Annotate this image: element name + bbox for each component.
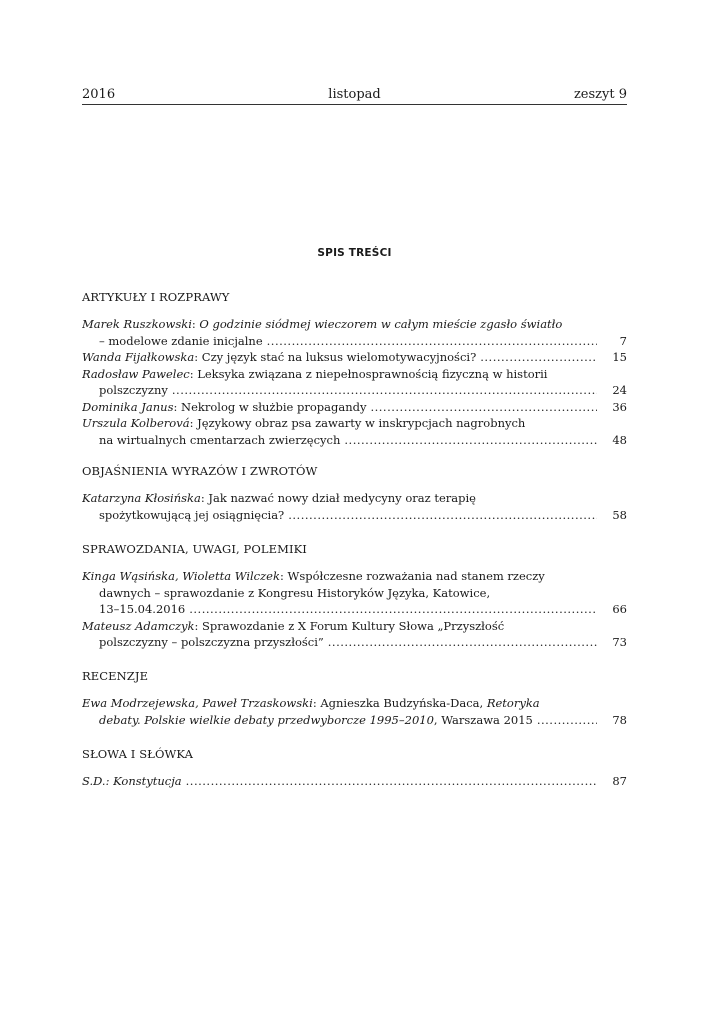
section-heading: SŁOWA I SŁÓWKA <box>82 747 194 761</box>
entry-text-italic: Wanda Fijałkowska <box>82 350 195 364</box>
entry-text <box>99 382 168 399</box>
toc-entry[interactable] <box>82 695 627 728</box>
toc-entry[interactable] <box>82 316 627 349</box>
header-year: 2016 <box>82 87 116 102</box>
page-number: 66 <box>612 602 627 616</box>
entry-text-italic: Mateusz Adamczyk <box>82 618 195 633</box>
section-heading: OBJAŚNIENIA WYRAZÓW I ZWROTÓW <box>82 464 318 478</box>
page-number: 48 <box>612 432 627 447</box>
toc-entry[interactable] <box>82 366 627 399</box>
entry-text-roman: : Leksyka związana z niepełnosprawnością fizyczną w historii <box>189 366 548 381</box>
entry-text-roman: dawnych – sprawozdanie z Kongresu Historyków Języka, Katowice, <box>99 585 491 600</box>
entry-text-roman: : Czy język stać na luksus wielomotywacyjności? <box>194 350 477 364</box>
entry-line <box>82 333 627 350</box>
dot-leader <box>537 712 597 729</box>
entry-text-roman: : Jak nazwać nowy dział medycyny oraz terapię <box>200 491 476 505</box>
page-number: 24 <box>612 383 627 397</box>
entry-text-roman: – modelowe zdanie inicjalne <box>99 333 263 348</box>
entry-line <box>82 349 627 366</box>
entry-text <box>82 367 547 381</box>
entry-text-roman: na wirtualnych cmentarzach zwierzęcych <box>99 432 341 447</box>
entry-text-roman: : Językowy obraz psa zawarty w inskrypcjach nagrobnych <box>189 416 526 430</box>
entry-text <box>99 432 340 449</box>
entry-text <box>82 416 525 430</box>
entry-line <box>82 712 627 729</box>
entry-text-italic: Dominika Janus <box>82 399 174 414</box>
section-heading: RECENZJE <box>82 669 149 683</box>
dot-leader <box>344 432 597 449</box>
toc-entry[interactable] <box>82 618 627 651</box>
entry-text-italic: S.D.: Konstytucja <box>82 774 182 788</box>
entry-text-italic: Kinga Wąsińska, Wioletta Wilczek <box>82 569 280 583</box>
entry-line <box>82 507 627 524</box>
entry-line <box>82 432 627 449</box>
toc-section <box>82 541 627 651</box>
toc-section <box>82 463 627 523</box>
entry-text <box>82 569 545 583</box>
toc-section <box>82 746 627 790</box>
entry-text-italic: Katarzyna Kłosińska <box>82 491 201 505</box>
entry-text-italic: Ewa Modrzejewska, Paweł Trzaskowski <box>82 696 313 710</box>
entry-line <box>82 601 627 618</box>
page-number: 7 <box>619 333 627 348</box>
entry-text-italic: debaty. Polskie wielkie debaty przedwyborcze 1995–2010 <box>99 712 434 727</box>
header-issue: zeszyt 9 <box>573 87 627 102</box>
entry-text-roman: , Warszawa 2015 <box>433 712 533 727</box>
entry-line <box>82 382 627 399</box>
entry-text <box>99 712 533 729</box>
entry-text <box>99 586 490 600</box>
entry-text-roman: : Nekrolog w służbie propagandy <box>173 399 367 414</box>
dot-leader <box>288 507 597 524</box>
toc-section <box>82 668 627 728</box>
entry-text-roman: : Agnieszka Budzyńska-Daca, <box>312 696 487 710</box>
toc-entry[interactable] <box>82 349 627 366</box>
toc-title: SPIS TREŚCI <box>317 247 392 259</box>
entry-text-italic: O godzinie siódmej wieczorem w całym mieście zgasło światło <box>199 317 563 331</box>
running-header <box>82 86 627 105</box>
entry-text-roman: : <box>191 317 200 331</box>
entry-text-italic: Retoryka <box>486 696 540 710</box>
entry-text-italic: Urszula Kolberová <box>82 416 190 430</box>
entry-line <box>82 618 627 635</box>
toc-entry[interactable] <box>82 773 627 790</box>
entry-text-roman: : Sprawozdanie z X Forum Kultury Słowa „Przyszłość <box>194 618 505 633</box>
page-number: 73 <box>612 635 627 649</box>
document-page <box>82 0 627 1024</box>
entry-text <box>99 333 263 350</box>
page-number: 58 <box>612 507 627 522</box>
entry-text-roman: 13–15.04.2016 <box>99 602 186 616</box>
dot-leader <box>172 382 597 399</box>
dot-leader <box>328 634 597 651</box>
entry-text <box>82 619 504 633</box>
dot-leader <box>186 773 597 790</box>
entry-line <box>82 568 627 585</box>
entry-text <box>82 491 476 505</box>
dot-leader <box>267 333 597 350</box>
page-number: 15 <box>612 350 627 364</box>
entry-line <box>82 585 627 602</box>
entry-line <box>82 415 627 432</box>
entry-text <box>82 399 366 416</box>
entry-text-italic: Radosław Pawelec <box>82 366 190 381</box>
toc-entry[interactable] <box>82 415 627 448</box>
entry-line <box>82 695 627 712</box>
entry-line <box>82 366 627 383</box>
page-number: 36 <box>612 399 627 414</box>
entry-line <box>82 634 627 651</box>
toc-entry[interactable] <box>82 399 627 416</box>
entry-text-roman: : Współczesne rozważania nad stanem rzeczy <box>279 569 545 583</box>
entry-text <box>82 349 476 366</box>
toc-section <box>82 289 627 448</box>
toc-entry[interactable] <box>82 568 627 618</box>
page-number: 87 <box>612 774 627 788</box>
entry-text-roman: spożytkowującą jej osiągnięcia? <box>99 507 285 522</box>
dot-leader <box>189 601 597 618</box>
section-heading: SPRAWOZDANIA, UWAGI, POLEMIKI <box>82 542 307 556</box>
entry-text <box>99 507 284 524</box>
entry-text <box>82 696 540 710</box>
toc-entry[interactable] <box>82 490 627 523</box>
dot-leader <box>370 399 597 416</box>
entry-text-roman: polszczyzny – polszczyzna przyszłości” <box>99 635 324 649</box>
entry-text <box>82 773 182 790</box>
entry-line <box>82 399 627 416</box>
page-number: 78 <box>612 712 627 727</box>
section-heading: ARTYKUŁY I ROZPRAWY <box>82 290 230 304</box>
dot-leader <box>480 349 597 366</box>
entry-text <box>82 317 562 331</box>
entry-text-roman: polszczyzny <box>99 383 168 397</box>
entry-text-italic: Marek Ruszkowski <box>82 317 192 331</box>
entry-line <box>82 773 627 790</box>
entry-line <box>82 490 627 507</box>
entry-text <box>99 634 324 651</box>
header-month: listopad <box>328 87 381 102</box>
entry-line <box>82 316 627 333</box>
entry-text <box>99 601 185 618</box>
